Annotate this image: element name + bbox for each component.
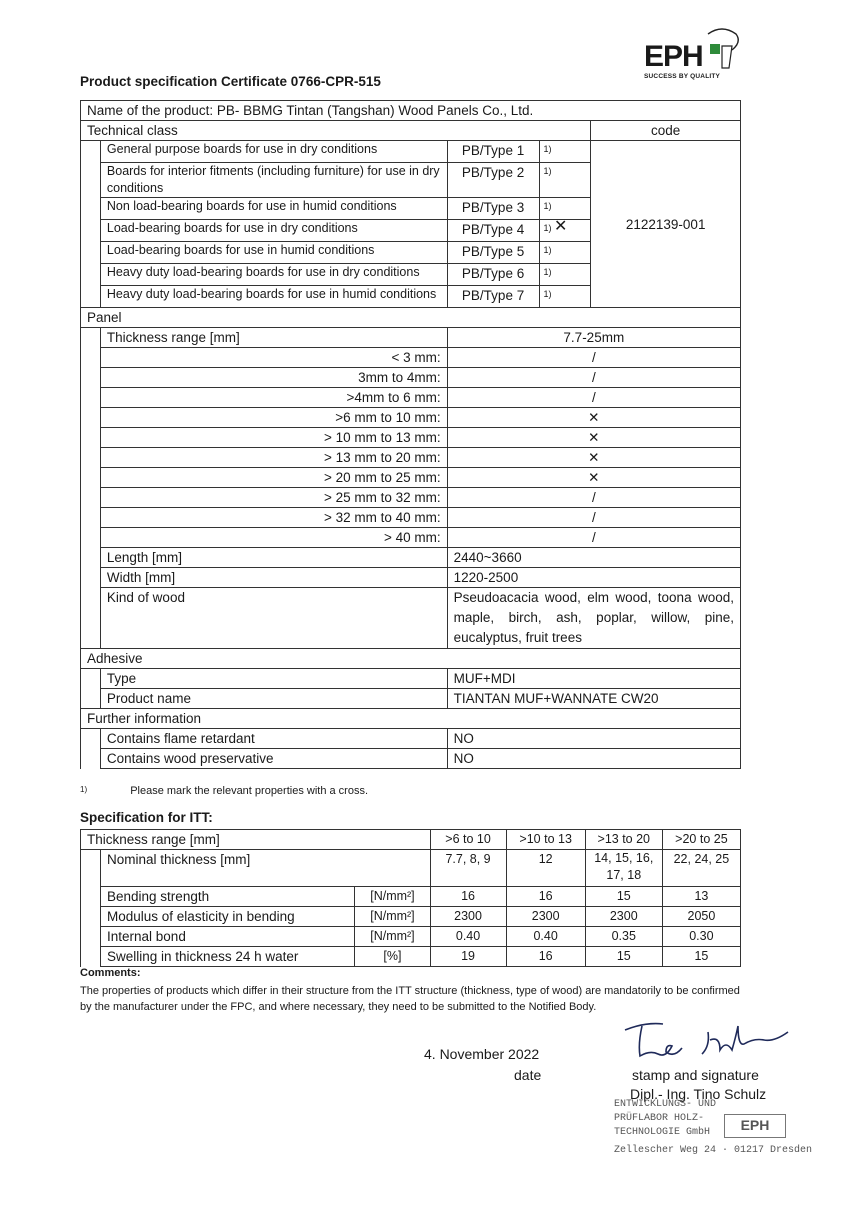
stamp-line: ENTWICKLUNGS- UND [614,1099,717,1110]
nominal-value: 7.7, 8, 9 [430,850,506,887]
itt-heading: Specification for ITT: [80,810,213,825]
range-mark: / [447,368,740,388]
length-value: 2440~3660 [447,548,740,568]
itt-column: >13 to 20 [585,830,662,850]
class-desc: Heavy duty load-bearing boards for use in humid conditions [100,286,447,308]
class-type: PB/Type 7 [447,286,539,308]
property-unit: [%] [355,947,430,967]
stamp-logo: EPH [724,1114,786,1138]
logo-tagline: SUCCESS BY QUALITY [644,73,721,80]
property-value: 19 [430,947,506,967]
range-label: > 25 mm to 32 mm: [100,488,447,508]
technical-class-heading: Technical class [81,121,591,141]
class-desc: Load-bearing boards for use in humid conditions [100,242,447,264]
adhesive-heading: Adhesive [81,649,741,669]
range-mark: / [447,528,740,548]
adhesive-product-label: Product name [100,689,447,709]
property-value: 16 [506,887,585,907]
itt-table [80,829,741,967]
range-label: < 3 mm: [100,348,447,368]
class-mark-cell [539,264,591,286]
range-label: 3mm to 4mm: [100,368,447,388]
class-mark-cell [539,242,591,264]
product-name: Name of the product: PB- BBMG Tintan (Tangshan) Wood Panels Co., Ltd. [81,101,741,121]
property-value: 16 [430,887,506,907]
wood-label: Kind of wood [100,588,447,649]
class-code: 2122139-001 [591,141,741,308]
issue-date: 4. November 2022 [424,1046,540,1062]
adhesive-type-label: Type [100,669,447,689]
indent-cell [81,141,101,308]
property-value: 2050 [662,907,740,927]
class-type: PB/Type 6 [447,264,539,286]
footnote-number: 1) [80,785,88,794]
property-name: Swelling in thickness 24 h water [101,947,355,967]
company-stamp [610,1098,813,1164]
property-value: 15 [585,887,662,907]
stamp-line: TECHNOLOGIE GmbH [614,1127,711,1138]
property-value: 0.30 [662,927,740,947]
signer-name: Dipl.- Ing. Tino Schulz [630,1086,767,1102]
footnote-ref: 1) [543,223,552,233]
range-mark: ✕ [447,428,740,448]
logo-text: EPH [644,40,703,73]
property-value: 2300 [430,907,506,927]
comments-text: The properties of products which differ in their structure from the ITT structure (thickness, type of wood) are mandatorily to be confirmed by the manufacturer under the FPC, and where necessary, they need to be submitted to the Notified Body. [80,985,740,1013]
property-value: 15 [662,947,740,967]
stamp-signature-label: stamp and signature [632,1067,759,1083]
class-desc: Heavy duty load-bearing boards for use in dry conditions [100,264,447,286]
flame-retardant-label: Contains flame retardant [100,729,447,749]
range-label: >4mm to 6 mm: [100,388,447,408]
property-value: 15 [585,947,662,967]
footnote-ref: 1) [543,144,552,154]
range-mark: / [447,508,740,528]
class-type: PB/Type 5 [447,242,539,264]
wood-preservative-label: Contains wood preservative [100,749,447,769]
class-mark-cell [539,198,591,220]
property-unit: [N/mm²] [355,907,430,927]
indent-cell [81,729,101,769]
class-desc: Load-bearing boards for use in dry conditions [100,220,447,242]
range-label: > 40 mm: [100,528,447,548]
date-label: date [514,1067,542,1083]
further-info-heading: Further information [81,709,741,729]
class-desc: Non load-bearing boards for use in humid conditions [100,198,447,220]
range-mark: / [447,388,740,408]
property-value: 2300 [506,907,585,927]
eph-logo [640,26,750,88]
property-unit: [N/mm²] [355,927,430,947]
indent-cell [81,669,101,709]
class-type: PB/Type 1 [447,141,539,163]
nominal-thickness-label: Nominal thickness [mm] [101,850,430,887]
property-name: Internal bond [101,927,355,947]
range-mark: ✕ [447,468,740,488]
product-spec-table [80,100,741,769]
flame-retardant-value: NO [447,729,740,749]
property-value: 16 [506,947,585,967]
range-label: > 32 mm to 40 mm: [100,508,447,528]
adhesive-type-value: MUF+MDI [447,669,740,689]
property-value: 13 [662,887,740,907]
range-label: >6 mm to 10 mm: [100,408,447,428]
range-label: > 10 mm to 13 mm: [100,428,447,448]
range-label: > 13 mm to 20 mm: [100,448,447,468]
class-mark-cell [539,163,591,198]
class-type: PB/Type 3 [447,198,539,220]
panel-heading: Panel [81,308,741,328]
nominal-value: 22, 24, 25 [662,850,740,887]
property-value: 0.40 [430,927,506,947]
itt-thickness-label: Thickness range [mm] [81,830,431,850]
class-mark-cell [539,286,591,308]
length-label: Length [mm] [100,548,447,568]
range-mark: / [447,348,740,368]
property-name: Modulus of elasticity in bending [101,907,355,927]
footnote-ref: 1) [543,245,552,255]
itt-column: >10 to 13 [506,830,585,850]
footnote-ref: 1) [543,166,552,176]
range-mark: / [447,488,740,508]
thickness-range-label: Thickness range [mm] [100,328,447,348]
itt-column: >20 to 25 [662,830,740,850]
range-label: > 20 mm to 25 mm: [100,468,447,488]
width-value: 1220-2500 [447,568,740,588]
class-type: PB/Type 2 [447,163,539,198]
stamp-line: Zellescher Weg 24 · 01217 Dresden [614,1145,813,1156]
stamp-line: PRÜFLABOR HOLZ- [614,1113,705,1124]
footnote [80,785,368,797]
range-mark: ✕ [447,408,740,428]
class-mark-cell [539,220,591,242]
comments-heading: Comments: [80,967,141,979]
nominal-value: 14, 15, 16, 17, 18 [585,850,662,887]
class-type: PB/Type 4 [447,220,539,242]
footnote-ref: 1) [543,201,552,211]
indent-cell [81,328,101,649]
code-heading: code [591,121,741,141]
property-value: 0.35 [585,927,662,947]
certificate-title: Product specification Certificate 0766-CPR-515 [80,74,381,89]
property-unit: [N/mm²] [355,887,430,907]
range-mark: ✕ [447,448,740,468]
property-name: Bending strength [101,887,355,907]
class-desc: Boards for interior fitments (including furniture) for use in dry conditions [100,163,447,198]
wood-value: Pseudoacacia wood, elm wood, toona wood, maple, birch, ash, poplar, willow, pine, eucalyptus, fruit trees [447,588,740,649]
adhesive-product-value: TIANTAN MUF+WANNATE CW20 [447,689,740,709]
footnote-text: Please mark the relevant properties with a cross. [130,785,369,797]
footnote-ref: 1) [543,267,552,277]
width-label: Width [mm] [100,568,447,588]
class-mark-cell [539,141,591,163]
footnote-ref: 1) [543,289,552,299]
class-mark: ✕ [554,218,568,235]
itt-column: >6 to 10 [430,830,506,850]
property-value: 2300 [585,907,662,927]
class-desc: General purpose boards for use in dry conditions [100,141,447,163]
wood-preservative-value: NO [447,749,740,769]
indent-cell [81,850,101,967]
thickness-range-value: 7.7-25mm [447,328,740,348]
handwritten-signature-icon [620,1012,790,1068]
nominal-value: 12 [506,850,585,887]
property-value: 0.40 [506,927,585,947]
